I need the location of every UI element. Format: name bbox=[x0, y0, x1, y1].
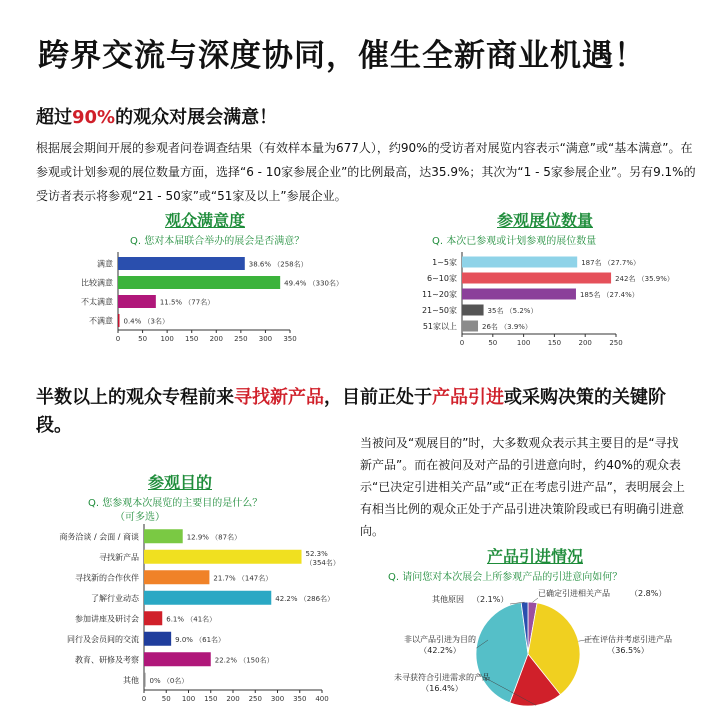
purpose-bar bbox=[144, 529, 183, 543]
purpose-tick-label: 200 bbox=[226, 695, 240, 703]
purpose-category-label: 寻找新产品 bbox=[99, 552, 139, 562]
satisfaction-tick-label: 200 bbox=[209, 335, 223, 343]
section2-heading-hl1: 寻找新产品 bbox=[234, 387, 324, 408]
purpose-data-label: 22.2% （150名） bbox=[214, 656, 274, 665]
section1-heading-post: 的观众对展会满意！ bbox=[115, 107, 278, 128]
purpose-bar bbox=[144, 652, 211, 666]
booths-tick-label: 150 bbox=[547, 339, 562, 347]
purpose-bar bbox=[144, 611, 162, 625]
booths-data-label: 185名 （27.4%） bbox=[579, 291, 639, 299]
chart-satisfaction-question: Q. 您对本届联合举办的展会是否满意？ bbox=[130, 236, 305, 247]
booths-tick-label: 50 bbox=[488, 339, 498, 347]
purpose-data-label: 52.3% bbox=[305, 549, 328, 558]
chart-purpose-question: Q. 您参观本次展览的主要目的是什么？ bbox=[88, 498, 263, 509]
satisfaction-data-label: 49.4% （330名） bbox=[284, 279, 343, 288]
booths-tick-label: 0 bbox=[459, 339, 465, 347]
intent-slice-pct: （2.8%） bbox=[630, 589, 667, 598]
intent-slice-pct: （16.4%） bbox=[421, 684, 463, 693]
purpose-data-label: 12.9% （87名） bbox=[186, 533, 242, 542]
booths-tick-label: 200 bbox=[578, 339, 592, 347]
intent-slice-label: 非以产品引进为目的 bbox=[404, 635, 476, 644]
purpose-category-label: 其他 bbox=[123, 675, 139, 685]
intent-slice-label: 其他原因 bbox=[432, 595, 464, 604]
satisfaction-tick-label: 350 bbox=[283, 335, 297, 343]
chart-booths bbox=[380, 248, 700, 348]
chart-booths-title: 参观展位数量 bbox=[496, 211, 593, 230]
satisfaction-bar bbox=[118, 257, 245, 270]
satisfaction-category-label: 比较满意 bbox=[81, 278, 113, 288]
purpose-category-label: 同行及会员间的交流 bbox=[67, 634, 139, 644]
purpose-bar bbox=[144, 673, 146, 687]
purpose-tick-label: 400 bbox=[315, 695, 329, 703]
chart-intent-question: Q. 请问您对本次展会上所参观产品的引进意向如何？ bbox=[388, 572, 623, 583]
purpose-tick-label: 150 bbox=[204, 695, 218, 703]
purpose-tick-label: 50 bbox=[161, 695, 171, 703]
chart-purpose-title: 参观目的 bbox=[147, 473, 212, 492]
section2-heading-post: 或采购决策的关键阶段。 bbox=[36, 387, 666, 436]
page-headline: 跨界交流与深度协同，催生全新商业机遇！ bbox=[38, 38, 646, 74]
section2-heading-pre: 半数以上的观众专程前来 bbox=[36, 387, 234, 408]
purpose-tick-label: 300 bbox=[270, 695, 285, 703]
satisfaction-tick-label: 300 bbox=[258, 335, 273, 343]
purpose-data-label: 21.7% （147名） bbox=[213, 574, 273, 583]
intent-slice-label: 正在评估并考虑引进产品 bbox=[584, 635, 672, 644]
purpose-category-label: 商务洽谈 / 会面 / 商谈 bbox=[59, 532, 139, 542]
satisfaction-data-label: 0.4% （3名） bbox=[123, 317, 169, 326]
booths-tick-label: 250 bbox=[609, 339, 623, 347]
intent-leader-line bbox=[533, 598, 538, 602]
purpose-category-label: 寻找新的合作伙伴 bbox=[75, 573, 139, 583]
satisfaction-data-label: 38.6% （258名） bbox=[248, 260, 308, 269]
booths-bar bbox=[462, 305, 484, 316]
satisfaction-tick-label: 50 bbox=[138, 335, 148, 343]
chart-satisfaction-title: 观众满意度 bbox=[164, 211, 245, 230]
intent-slice-label: 已确定引进相关产品 bbox=[538, 589, 610, 598]
purpose-data-label: （354名） bbox=[305, 558, 340, 567]
section1-heading-pre: 超过 bbox=[36, 107, 72, 128]
booths-bar bbox=[462, 273, 611, 284]
booths-data-label: 26名 （3.9%） bbox=[482, 323, 532, 331]
purpose-tick-label: 0 bbox=[141, 695, 147, 703]
booths-category-label: 11~20家 bbox=[421, 290, 457, 299]
satisfaction-category-label: 不太满意 bbox=[81, 297, 113, 307]
section1-heading-highlight: 90% bbox=[72, 107, 116, 128]
section2-heading-mid: ，目前正处于 bbox=[324, 387, 432, 408]
purpose-bar bbox=[144, 570, 209, 584]
booths-category-label: 6~10家 bbox=[427, 274, 457, 283]
section2-paragraph: 当被问及“观展目的”时，大多数观众表示其主要目的是“寻找新产品”。而在被问及对产品的引进意向时，约40%的观众表示“已决定引进相关产品”或“正在考虑引进产品”，表明展会上有相当比例的观众正处于产品引进决策阶段或已有明确引进意向。 bbox=[360, 436, 685, 538]
purpose-bar bbox=[144, 550, 302, 564]
chart-satisfaction bbox=[30, 248, 343, 348]
satisfaction-category-label: 满意 bbox=[97, 259, 113, 269]
chart-intent-title: 产品引进情况 bbox=[486, 547, 583, 566]
chart-intent bbox=[360, 582, 710, 717]
purpose-data-label: 0% （0名） bbox=[149, 676, 189, 685]
satisfaction-tick-label: 250 bbox=[234, 335, 248, 343]
section1-paragraph: 根据展会期间开展的参观者问卷调查结果（有效样本量为677人），约90%的受访者对展览内容表示“满意”或“基本满意”。在参观或计划参观的展位数量方面，选择“6 - 10家参展企业”的比例最高，达35.9%；其次为“1 - 5家参展企业”。另有9.1%的受访者表示将参观“21 - 50家”或“51家及以上”参展企业。 bbox=[36, 141, 696, 203]
satisfaction-tick-label: 100 bbox=[160, 335, 174, 343]
purpose-data-label: 42.2% （286名） bbox=[275, 594, 335, 603]
intent-slice-label: 未寻获符合引进需求的产品 bbox=[394, 673, 490, 682]
satisfaction-tick-label: 150 bbox=[185, 335, 199, 343]
booths-category-label: 21~50家 bbox=[421, 306, 457, 315]
satisfaction-bar bbox=[118, 276, 280, 289]
satisfaction-bar bbox=[118, 295, 156, 308]
intent-slice-pct: （36.5%） bbox=[607, 646, 649, 655]
booths-tick-label: 100 bbox=[516, 339, 531, 347]
satisfaction-bar bbox=[118, 314, 120, 327]
purpose-bar bbox=[144, 632, 171, 646]
booths-data-label: 187名 （27.7%） bbox=[581, 259, 641, 267]
booths-bar bbox=[462, 289, 576, 300]
purpose-data-label: 9.0% （61名） bbox=[175, 635, 226, 644]
purpose-category-label: 教育、研修及考察 bbox=[75, 655, 139, 665]
chart-purpose-note: （可多选） bbox=[115, 512, 165, 523]
purpose-tick-label: 350 bbox=[293, 695, 307, 703]
satisfaction-category-label: 不满意 bbox=[89, 316, 113, 326]
booths-category-label: 1~5家 bbox=[432, 258, 457, 267]
booths-category-label: 51家以上 bbox=[422, 322, 457, 331]
booths-data-label: 35名 （5.2%） bbox=[487, 307, 538, 315]
booths-data-label: 242名 （35.9%） bbox=[615, 275, 674, 283]
section2-heading-hl2: 产品引进 bbox=[432, 387, 504, 408]
purpose-tick-label: 100 bbox=[181, 695, 196, 703]
purpose-data-label: 6.1% （41名） bbox=[166, 615, 217, 624]
chart-purpose bbox=[20, 522, 350, 712]
purpose-tick-label: 250 bbox=[248, 695, 262, 703]
satisfaction-data-label: 11.5% （77名） bbox=[159, 298, 215, 307]
purpose-category-label: 参加讲座及研讨会 bbox=[75, 614, 139, 624]
intent-slice-pct: （42.2%） bbox=[419, 646, 461, 655]
section1-heading bbox=[36, 103, 277, 129]
booths-bar bbox=[462, 257, 577, 268]
chart-booths-question: Q. 本次已参观或计划参观的展位数量 bbox=[432, 236, 597, 247]
purpose-bar bbox=[144, 591, 271, 605]
booths-bar bbox=[462, 321, 478, 332]
intent-slice-pct: （2.1%） bbox=[472, 595, 509, 604]
purpose-category-label: 了解行业动态 bbox=[91, 593, 139, 603]
satisfaction-tick-label: 0 bbox=[115, 335, 121, 343]
